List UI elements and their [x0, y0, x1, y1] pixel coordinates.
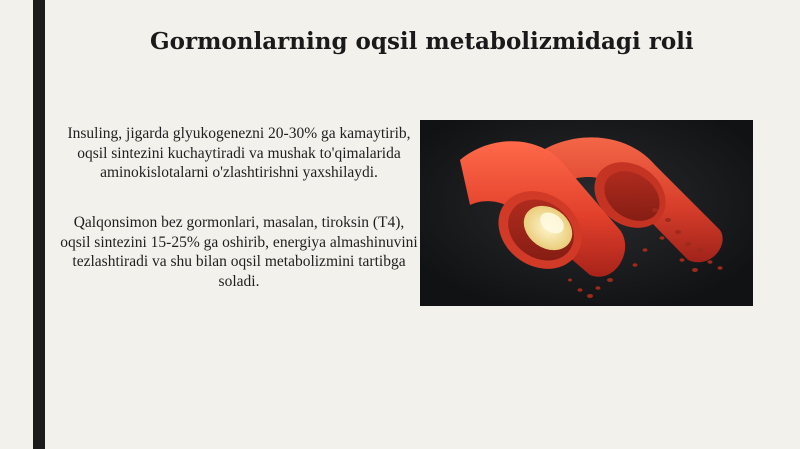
slide-title: Gormonlarning oqsil metabolizmidagi roli: [150, 28, 694, 55]
blood-vessel-illustration: [420, 120, 753, 306]
left-accent-bar: [33, 0, 45, 449]
paragraph-thyroid: Qalqonsimon bez gormonlari, masalan, tiroksin (T4), oqsil sintezini 15-25% ga oshirib, energiya almashinuvini tezlashtiradi va shu bilan oqsil metabolizmini tartibga soladi.: [60, 214, 418, 290]
paragraph-insulin: Insuling, jigarda glyukogenezni 20-30% ga kamaytirib, oqsil sintezini kuchaytiradi va mushak to'qimalarida aminokislotalarni o'zlashtirishni yaxshilaydi.: [67, 125, 411, 181]
